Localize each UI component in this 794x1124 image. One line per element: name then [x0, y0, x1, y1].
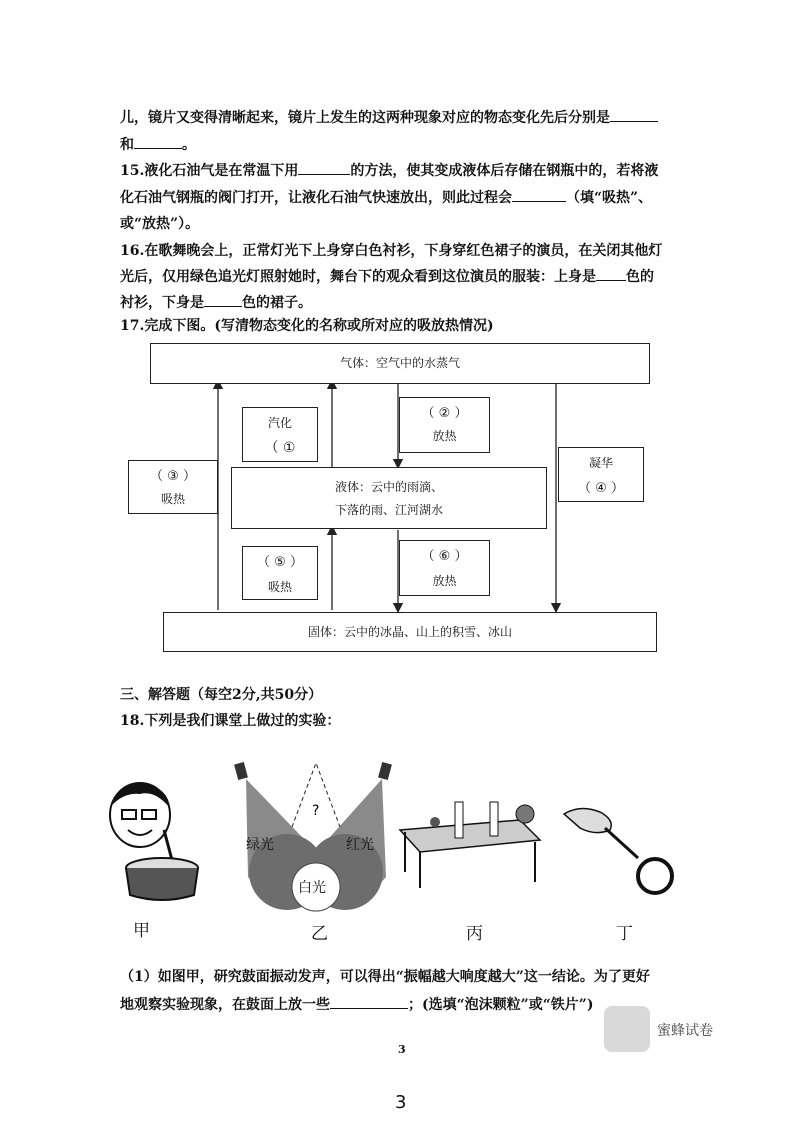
watermark-text: 蜜蜂试卷: [657, 1023, 713, 1039]
box-5-heat: 吸热: [267, 580, 292, 594]
q18-part1-text-a: （1）如图甲，研究鼓面振动发声，可以得出“振幅越大响度越大”这一结论。为了更好: [120, 969, 650, 985]
red-lamp: [378, 762, 392, 780]
loop-handle: [605, 828, 638, 858]
figure-ding: [560, 800, 680, 900]
q18-intro: [120, 710, 340, 730]
red-light-label: 红光: [346, 837, 374, 853]
box-1: [242, 407, 318, 462]
q14-text: 儿，镜片又变得清晰起来，镜片上发生的这两种现象对应的物态变化先后分别是: [120, 110, 610, 126]
box-1-name: 汽化: [267, 416, 292, 430]
box-3-heat: 吸热: [160, 492, 185, 506]
candle-flame: [430, 817, 440, 827]
box-4-answer: （ ④ ）: [578, 481, 624, 496]
figure-jia: [100, 780, 210, 910]
section3-heading-text: 三、解答题（每空2分,共50分）: [120, 687, 323, 703]
box-2-heat: 放热: [432, 429, 457, 443]
green-lamp: [234, 762, 248, 780]
box-5-answer: （ ⑤ ）: [257, 555, 303, 570]
q17-title-text: 17.完成下图。(写清物态变化的名称或所对应的吸放热情况): [120, 318, 494, 334]
question-mark: ?: [312, 803, 320, 819]
q18-part1-text-c: ；(选填“泡沫颗粒”或“铁片”): [408, 997, 594, 1013]
box-6: [399, 540, 490, 596]
q15-text-c: 化石油气钢瓶的阀门打开，让液化石油气快速放出，则此过程会: [120, 190, 512, 206]
liquid-label-1: 液体：云中的雨滴、: [334, 480, 443, 494]
q18-intro-text: 18.下列是我们课堂上做过的实验：: [120, 713, 341, 729]
q16-text-c: 色的: [626, 269, 654, 285]
box-3: [128, 460, 218, 514]
watermark-logo-icon: [604, 1006, 650, 1052]
solid-box: [163, 612, 657, 652]
box-4: [558, 447, 644, 502]
q18-part1-line1: [120, 966, 650, 986]
q18-blank-1[interactable]: [330, 996, 408, 1009]
q15-text-a: 15.液化石油气是在常温下用: [120, 163, 299, 179]
observer-eye: [516, 805, 534, 823]
card-2: [490, 802, 498, 836]
label-yi: 乙: [311, 924, 328, 944]
box-3-answer: （ ③ ）: [150, 469, 196, 484]
label-bing: 丙: [466, 924, 483, 944]
q14-and: 和: [120, 137, 134, 153]
box-2: [399, 397, 490, 453]
drum-stick: [164, 830, 172, 860]
q16-text-b: 光后，仅用绿色追光灯照射她时，舞台下的观众看到这位演员的服装：上身是: [120, 269, 596, 285]
box-6-heat: 放热: [432, 574, 457, 588]
figure-bing: [395, 800, 545, 890]
q16-text-e: 色的裙子。: [242, 295, 312, 311]
section3-heading: [120, 684, 322, 704]
q16-text-a: 16.在歌舞晚会上，正常灯光下上身穿白色衬衫，下身穿红色裙子的演员，在关闭其他灯: [120, 243, 663, 259]
figure-yi: [232, 757, 402, 917]
page-number: 3: [395, 1092, 407, 1113]
box-4-name: 凝华: [588, 456, 613, 470]
box-2-answer: （ ② ）: [421, 406, 468, 421]
q15-text-e: 或“放热”）。: [120, 216, 200, 232]
white-light-label: 白光: [298, 880, 326, 896]
gas-label: 气体：空气中的水蒸气: [339, 356, 460, 370]
q15-text-d: （填“吸热”、: [566, 190, 653, 206]
box-5: [242, 546, 318, 600]
liquid-label-2: 下落的雨、江河湖水: [334, 503, 443, 517]
gas-box: [150, 343, 650, 384]
green-light-label: 绿光: [246, 837, 274, 853]
page-number-small: 3: [398, 1043, 406, 1056]
q14-period: 。: [182, 137, 196, 153]
q18-part1-line2: [120, 994, 593, 1014]
q15-text-b: 的方法，使其变成液体后存储在钢瓶中的，若将液: [350, 163, 659, 179]
box-6-answer: （ ⑥ ）: [421, 549, 468, 564]
label-jia: 甲: [133, 921, 150, 941]
table-top: [400, 820, 540, 852]
card-1: [455, 802, 463, 838]
wire-loop: [638, 859, 672, 893]
q16-text-d: 衬衫，下身是: [120, 295, 204, 311]
q18-part1-text-b: 地观察实验现象，在鼓面上放一些: [120, 997, 330, 1013]
label-ding: 丁: [616, 924, 633, 944]
solid-label: 固体：云中的冰晶、山上的积雪、冰山: [307, 625, 512, 639]
drum-body: [126, 868, 198, 900]
liquid-box: [231, 467, 547, 529]
box-1-answer: （ ①: [264, 440, 296, 456]
